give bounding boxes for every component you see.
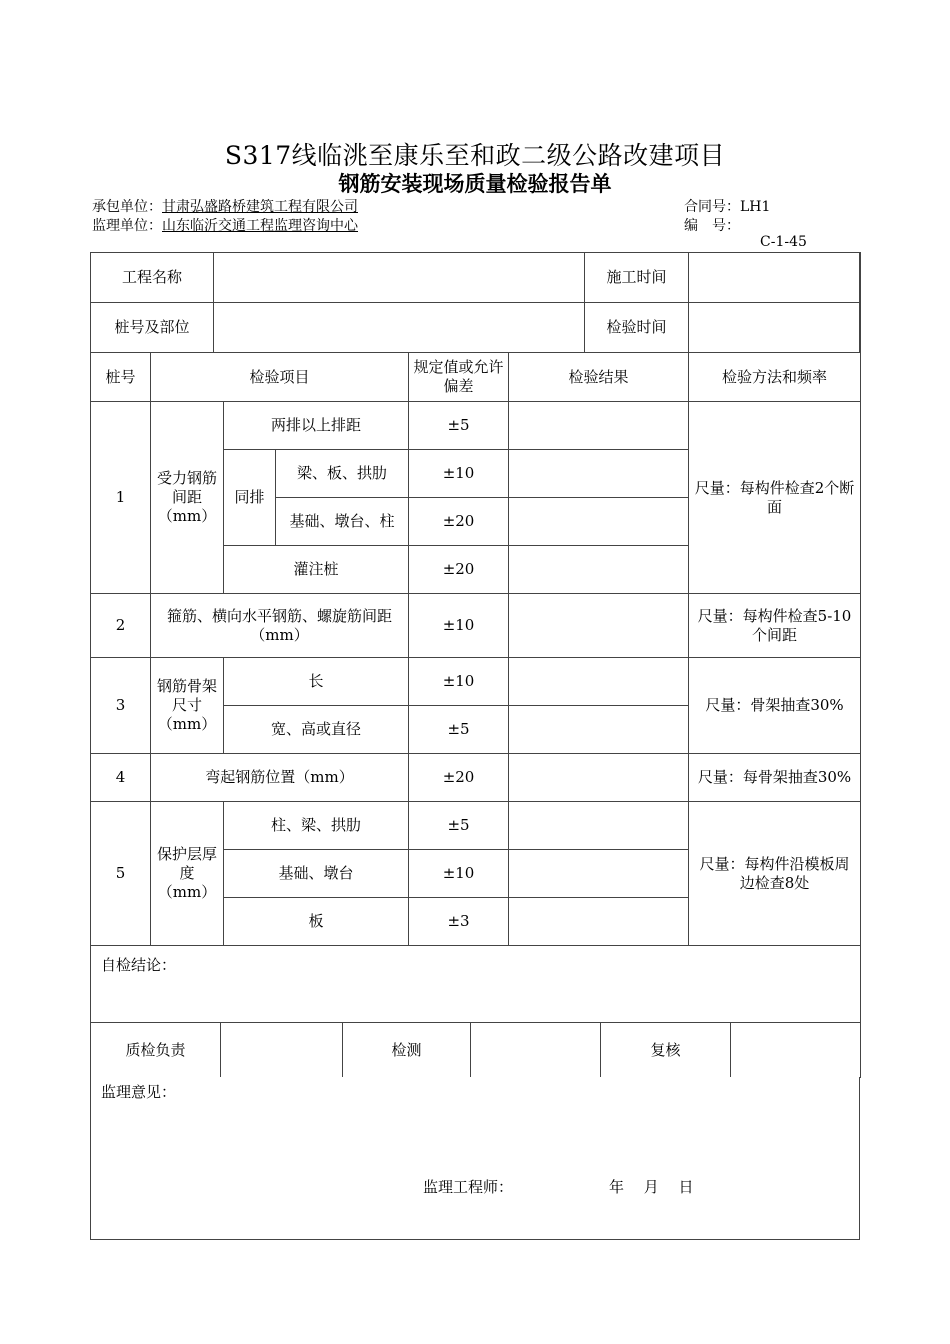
row1-sub2: 梁、板、拱肋 bbox=[276, 450, 409, 498]
row1-result3[interactable] bbox=[509, 498, 689, 546]
contractor-label: 承包单位： bbox=[92, 199, 162, 215]
row3-method: 尺量：骨架抽查30% bbox=[689, 658, 861, 754]
document-title: S317线临洮至康乐至和政二级公路改建项目 bbox=[224, 141, 726, 170]
row1-tol4: ±20 bbox=[409, 546, 509, 594]
row1-no: 1 bbox=[91, 402, 151, 594]
opinion-box[interactable] bbox=[90, 1077, 860, 1240]
row2-item: 箍筋、横向水平钢筋、螺旋筋间距（mm） bbox=[151, 594, 409, 658]
row3-group: 钢筋骨架尺寸（mm） bbox=[151, 658, 224, 754]
row5-sub2: 基础、墩台 bbox=[224, 850, 409, 898]
row1-result1[interactable] bbox=[509, 402, 689, 450]
contractor-value: 甘肃弘盛路桥建筑工程有限公司 bbox=[162, 199, 358, 215]
row2-tol: ±10 bbox=[409, 594, 509, 658]
construction-time-field[interactable] bbox=[689, 253, 861, 303]
col-header-station: 桩号 bbox=[91, 353, 151, 402]
row1-sub3: 基础、墩台、柱 bbox=[276, 498, 409, 546]
station-label: 桩号及部位 bbox=[91, 303, 214, 353]
row2-no: 2 bbox=[91, 594, 151, 658]
self-check-box[interactable] bbox=[91, 946, 861, 1024]
row1-tol2: ±10 bbox=[409, 450, 509, 498]
contract-no-label: 合同号： bbox=[684, 199, 740, 215]
info-table bbox=[90, 252, 861, 353]
construction-time-label: 施工时间 bbox=[585, 253, 689, 303]
date-label: 年 月 日 bbox=[609, 1178, 694, 1196]
supervisor-line bbox=[92, 215, 358, 235]
signoff-table bbox=[90, 1022, 861, 1078]
row1-sub4: 灌注桩 bbox=[224, 546, 409, 594]
row5-tol3: ±3 bbox=[409, 898, 509, 946]
row1-tol1: ±5 bbox=[409, 402, 509, 450]
row3-sub1: 长 bbox=[224, 658, 409, 706]
project-name-label: 工程名称 bbox=[91, 253, 214, 303]
row1-method: 尺量：每构件检查2个断面 bbox=[689, 402, 861, 594]
test-label: 检测 bbox=[343, 1023, 471, 1078]
col-header-result: 检验结果 bbox=[509, 353, 689, 402]
contract-no bbox=[684, 196, 770, 216]
self-check-label: 自检结论： bbox=[101, 956, 177, 974]
row3-result1[interactable] bbox=[509, 658, 689, 706]
row1-sub1: 两排以上排距 bbox=[224, 402, 409, 450]
col-header-tolerance: 规定值或允许偏差 bbox=[409, 353, 509, 402]
row1-result2[interactable] bbox=[509, 450, 689, 498]
row1-tol3: ±20 bbox=[409, 498, 509, 546]
test-signature-field[interactable] bbox=[471, 1023, 601, 1078]
station-field[interactable] bbox=[214, 303, 585, 353]
row4-method: 尺量：每骨架抽查30% bbox=[689, 754, 861, 802]
row1-same-row: 同排 bbox=[224, 450, 276, 546]
project-name-field[interactable] bbox=[214, 253, 585, 303]
contract-no-value: LH1 bbox=[740, 199, 771, 215]
row4-item: 弯起钢筋位置（mm） bbox=[151, 754, 409, 802]
row1-result4[interactable] bbox=[509, 546, 689, 594]
row3-tol2: ±5 bbox=[409, 706, 509, 754]
items-table bbox=[90, 352, 861, 1024]
supervisor-label: 监理单位： bbox=[92, 218, 162, 234]
row5-method: 尺量：每构件沿模板周边检查8处 bbox=[689, 802, 861, 946]
col-header-method: 检验方法和频率 bbox=[689, 353, 861, 402]
contractor-line bbox=[92, 196, 358, 216]
qc-label: 质检负责 bbox=[91, 1023, 221, 1078]
document-subtitle: 钢筋安装现场质量检验报告单 bbox=[338, 172, 612, 196]
opinion-label: 监理意见： bbox=[101, 1083, 177, 1101]
row3-sub2: 宽、高或直径 bbox=[224, 706, 409, 754]
row5-tol1: ±5 bbox=[409, 802, 509, 850]
row5-no: 5 bbox=[91, 802, 151, 946]
row1-group: 受力钢筋间距（mm） bbox=[151, 402, 224, 594]
row5-tol2: ±10 bbox=[409, 850, 509, 898]
row3-no: 3 bbox=[91, 658, 151, 754]
inspection-time-label: 检验时间 bbox=[585, 303, 689, 353]
row2-method: 尺量：每构件检查5-10个间距 bbox=[689, 594, 861, 658]
row4-tol: ±20 bbox=[409, 754, 509, 802]
row4-result[interactable] bbox=[509, 754, 689, 802]
qc-signature-field[interactable] bbox=[221, 1023, 343, 1078]
engineer-label: 监理工程师： bbox=[423, 1178, 514, 1196]
row2-result[interactable] bbox=[509, 594, 689, 658]
row5-sub1: 柱、梁、拱肋 bbox=[224, 802, 409, 850]
row5-result3[interactable] bbox=[509, 898, 689, 946]
row5-group: 保护层厚 度（mm） bbox=[151, 802, 224, 946]
form-code: C-1-45 bbox=[760, 234, 807, 250]
row3-result2[interactable] bbox=[509, 706, 689, 754]
inspection-time-field[interactable] bbox=[689, 303, 861, 353]
row3-tol1: ±10 bbox=[409, 658, 509, 706]
row5-sub3: 板 bbox=[224, 898, 409, 946]
review-signature-field[interactable] bbox=[731, 1023, 861, 1078]
review-label: 复核 bbox=[601, 1023, 731, 1078]
supervisor-value: 山东临沂交通工程监理咨询中心 bbox=[162, 218, 358, 234]
row4-no: 4 bbox=[91, 754, 151, 802]
row5-result1[interactable] bbox=[509, 802, 689, 850]
row5-result2[interactable] bbox=[509, 850, 689, 898]
col-header-item: 检验项目 bbox=[151, 353, 409, 402]
serial-no-label: 编 号： bbox=[684, 218, 740, 234]
